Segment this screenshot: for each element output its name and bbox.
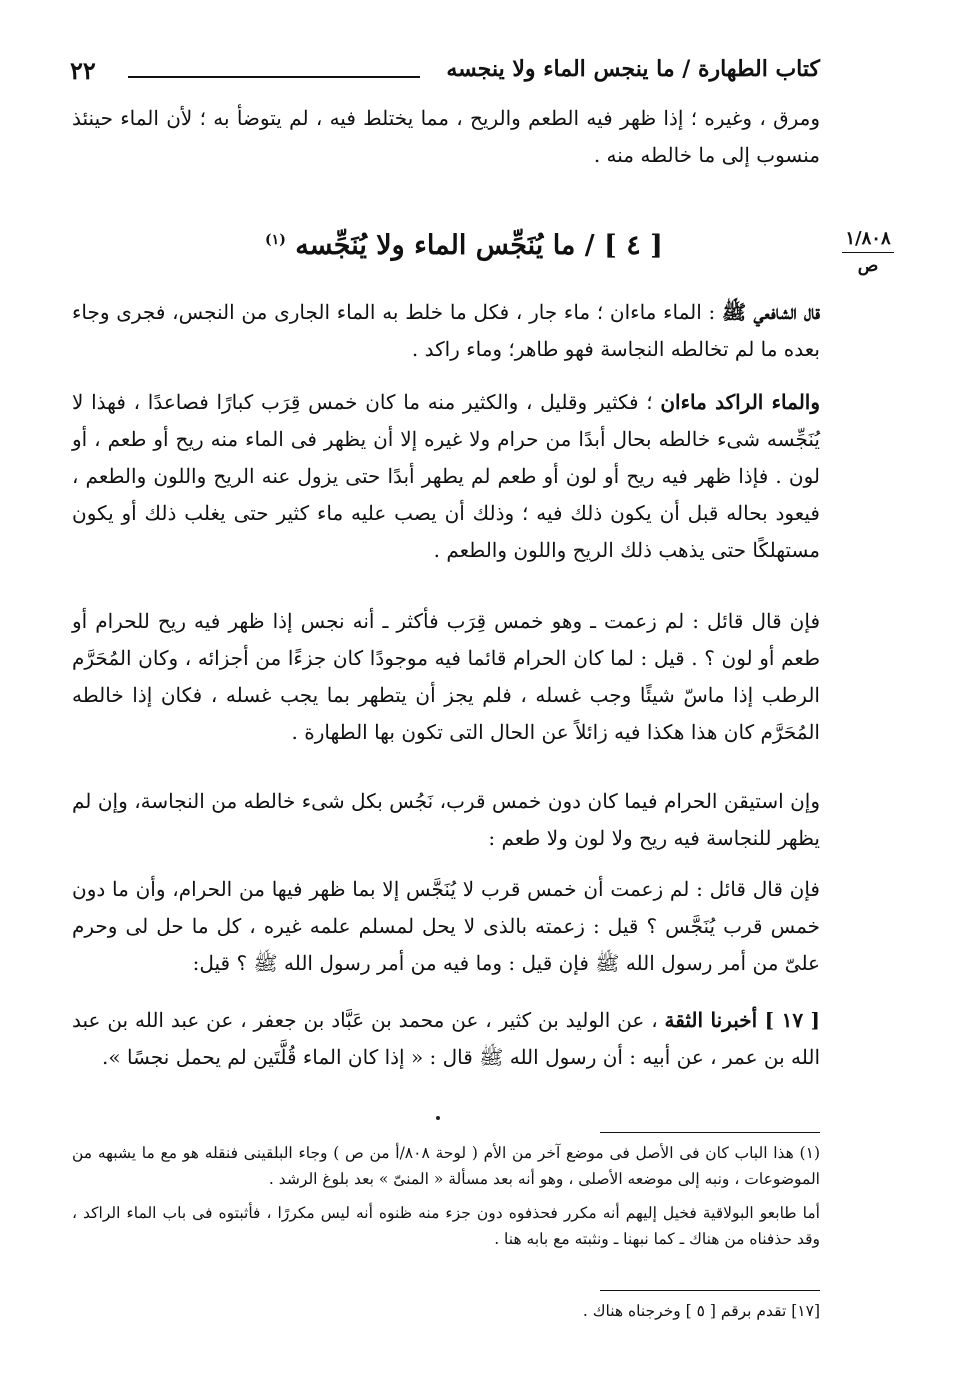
margin-reference	[838, 228, 898, 276]
paragraph-lead: والماء الراكد ماءان	[660, 390, 821, 414]
paragraph-less-than-five	[72, 783, 820, 857]
section-title	[140, 230, 788, 261]
paragraph-objection-1	[72, 603, 820, 751]
paragraph-objection-2	[72, 871, 820, 982]
paragraph-text: فإن قال قائل : لم زعمت أن خمس قرب لا يُنَجَّس إلا بما ظهر فيها من الحرام، وأن ما دون خمس قرب يُنَجَّس ؟ قيل : زعمته بالذى لا يحل لمسلم علمه غيره ، كل ما حل لى وحرم علىّ من أمر رسول الله ﷺ فإن قيل : وما فيه من أمر رسول الله ﷺ ؟ قيل:	[72, 877, 820, 975]
footnote-marker: (١)	[265, 232, 286, 248]
paragraph-shafii	[72, 294, 820, 368]
running-title: كتاب الطهارة / ما ينجس الماء ولا ينجسه	[446, 56, 820, 82]
running-header	[70, 52, 820, 92]
footnote-1-continued: أما طابعو البولاقية فخيل إليهم أنه مكرر فحذفوه دون جزء منه ظنوه أنه ليس مكررًا ، فأثبتوه فى باب الماء الراكد ، وقد حذفناه من هناك ـ كما نبهنا ـ ونثبته مع بابه هنا .	[72, 1204, 820, 1248]
margin-ref-rule	[842, 252, 894, 253]
footnote-rule	[600, 1290, 820, 1291]
intro-paragraph: ومرق ، وغيره ؛ إذا ظهر فيه الطعم والريح ، مما يختلط فيه ، لم يتوضأ به ؛ لأن الماء حينئذ منسوب إلى ما خالطه منه .	[72, 106, 820, 167]
paragraph-lead: [ ١٧ ] أخبرنا الثقة	[664, 1008, 820, 1032]
paragraph-text: ، عن الوليد بن كثير ، عن محمد بن عَبَّاد بن جعفر ، عن عبد الله بن عبد الله بن عمر ، عن أبيه : أن رسول الله ﷺ قال : « إذا كان الماء قُلَّتَين لم يحمل نجسًا ».	[72, 1008, 820, 1069]
header-rule	[128, 76, 420, 78]
paragraph-text: وإن استيقن الحرام فيما كان دون خمس قرب، نَجُس بكل شىء خالطه من النجاسة، وإن لم يظهر للنجاسة فيه ريح ولا لون ولا طعم :	[72, 789, 820, 850]
paragraph-hadith-17	[72, 1002, 820, 1076]
ornament-dot	[436, 1116, 440, 1120]
paragraph-text: فإن قال قائل : لم زعمت ـ وهو خمس قِرَب فأكثر ـ أنه نجس إذا ظهر فيه ريح للحرام أو طعم أو لون ؟ . قيل : لما كان الحرام قائما فيه موجودًا كان جزءًا من أجزائه ، وكان المُحَرَّم الرطب إذا ماسّ شيئًا وجب غسله ، فلم يجز أن يتطهر بما يجب غسله ، فكان إذا خالطه المُحَرَّم كان هذا هكذا فيه زائلاً عن الحال التى تكون بها الطهارة .	[72, 609, 820, 744]
paragraph-standing-water	[72, 384, 820, 569]
margin-ref-number: ١/٨٠٨	[845, 228, 891, 249]
footnote-1: (١) هذا الباب كان فى الأصل فى موضع آخر من الأم ( لوحة ٨٠٨/أ من ص ) وجاء البلقينى فنقله هو مع ما يشبهه من الموضوعات ، ونبه إلى موضعه الأصلى ، وهو أنه بعد مسألة « المنىّ » بعد بلوغ الرشد .	[72, 1144, 820, 1188]
paragraph-text: ؛ فكثير وقليل ، والكثير منه ما كان خمس قِرَب كبارًا فصاعدًا ، فهذا لا يُنَجِّسه شىء خالطه بحال أبدًا من حرام ولا غيره إلا أن يظهر فى الماء منه ريح أو طعم ، أو لون . فإذا ظهر فيه ريح أو لون أو طعم لم يطهر أبدًا حتى يزول عنه الريح واللون والطعم ، فيعود بحاله قبل أن يكون ذلك فيه ؛ وذلك أن يصب عليه ماء كثير حتى يغلب ذلك أو يكون مستهلكًا حتى يذهب ذلك الريح واللون والطعم .	[72, 390, 820, 562]
paragraph-lead: قال الشافعي ﷺ	[722, 300, 820, 324]
paragraph-text: : الماء ماءان ؛ ماء جار ، فكل ما خلط به الماء الجارى من النجس، فجرى وجاء بعده ما لم تخالطه النجاسة فهو طاهر؛ وماء راكد .	[72, 300, 820, 361]
footnote-rule	[600, 1132, 820, 1133]
footnote-17: [١٧] تقدم برقم [ ٥ ] وخرجناه هناك .	[582, 1302, 820, 1320]
margin-ref-letter: ص	[857, 256, 879, 276]
page-number: ٢٢	[70, 56, 96, 85]
section-title-text: [ ٤ ] / ما يُنَجِّس الماء ولا يُنَجِّسه	[295, 230, 663, 261]
